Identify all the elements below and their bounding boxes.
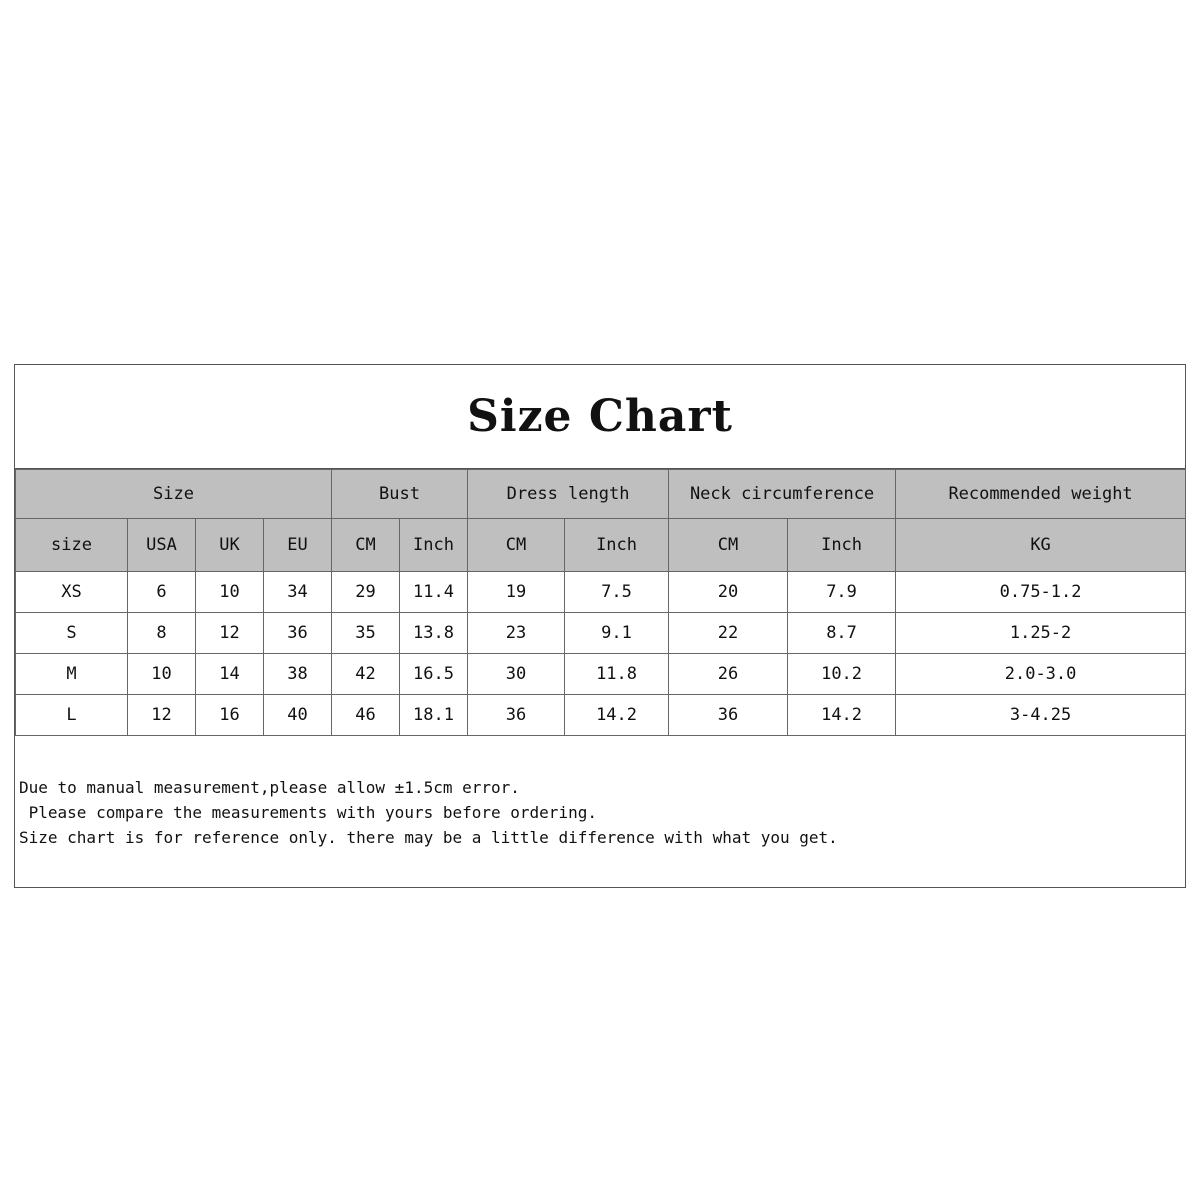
table-cell: 2.0-3.0 (896, 654, 1186, 695)
table-cell: 38 (264, 654, 332, 695)
sub-header-neck-cm: CM (669, 519, 788, 572)
table-cell: 16.5 (400, 654, 468, 695)
table-cell: 9.1 (565, 613, 669, 654)
table-cell: 19 (468, 572, 565, 613)
table-cell: 8.7 (788, 613, 896, 654)
sub-header-row (16, 519, 1186, 572)
group-header-row (16, 470, 1186, 519)
table-cell: L (16, 695, 128, 736)
table-cell: 29 (332, 572, 400, 613)
table-cell: 35 (332, 613, 400, 654)
table-cell: 36 (264, 613, 332, 654)
measurement-notes (19, 775, 838, 850)
table-cell: M (16, 654, 128, 695)
sub-header-usa: USA (128, 519, 196, 572)
table-cell: 11.4 (400, 572, 468, 613)
table-cell: 42 (332, 654, 400, 695)
table-row (16, 695, 1186, 736)
sub-header-length-inch: Inch (565, 519, 669, 572)
sub-header-eu: EU (264, 519, 332, 572)
table-cell: 14.2 (788, 695, 896, 736)
table-cell: 3-4.25 (896, 695, 1186, 736)
table-cell: 18.1 (400, 695, 468, 736)
sub-header-weight-kg: KG (896, 519, 1186, 572)
group-header-bust: Bust (332, 470, 468, 519)
table-cell: 34 (264, 572, 332, 613)
sub-header-size: size (16, 519, 128, 572)
group-header-neck-circumference: Neck circumference (669, 470, 896, 519)
size-chart (14, 364, 1186, 888)
table-cell: 10.2 (788, 654, 896, 695)
group-header-dress-length: Dress length (468, 470, 669, 519)
table-cell: 7.5 (565, 572, 669, 613)
table-row (16, 654, 1186, 695)
table-cell: 40 (264, 695, 332, 736)
sub-header-bust-cm: CM (332, 519, 400, 572)
table-cell: 46 (332, 695, 400, 736)
group-header-size: Size (16, 470, 332, 519)
note-line: Please compare the measurements with yours before ordering. (19, 803, 597, 822)
table-cell: 36 (669, 695, 788, 736)
table-row (16, 613, 1186, 654)
note-line: Due to manual measurement,please allow ±1.5cm error. (19, 778, 520, 797)
table-cell: S (16, 613, 128, 654)
table-cell: 16 (196, 695, 264, 736)
table-cell: 26 (669, 654, 788, 695)
table-cell: 14 (196, 654, 264, 695)
table-cell: 1.25-2 (896, 613, 1186, 654)
chart-title: Size Chart (15, 365, 1185, 469)
table-cell: 30 (468, 654, 565, 695)
table-cell: 8 (128, 613, 196, 654)
table-cell: 10 (128, 654, 196, 695)
size-table (15, 469, 1186, 736)
table-cell: 20 (669, 572, 788, 613)
table-cell: 13.8 (400, 613, 468, 654)
sub-header-uk: UK (196, 519, 264, 572)
table-cell: 6 (128, 572, 196, 613)
table-cell: 7.9 (788, 572, 896, 613)
table-cell: 11.8 (565, 654, 669, 695)
group-header-recommended-weight: Recommended weight (896, 470, 1186, 519)
table-cell: 23 (468, 613, 565, 654)
sub-header-neck-inch: Inch (788, 519, 896, 572)
table-cell: 14.2 (565, 695, 669, 736)
sub-header-bust-inch: Inch (400, 519, 468, 572)
table-row (16, 572, 1186, 613)
table-cell: 10 (196, 572, 264, 613)
sub-header-length-cm: CM (468, 519, 565, 572)
table-cell: XS (16, 572, 128, 613)
table-cell: 0.75-1.2 (896, 572, 1186, 613)
table-cell: 22 (669, 613, 788, 654)
table-cell: 12 (196, 613, 264, 654)
note-line: Size chart is for reference only. there may be a little difference with what you get. (19, 828, 838, 847)
table-cell: 36 (468, 695, 565, 736)
table-cell: 12 (128, 695, 196, 736)
